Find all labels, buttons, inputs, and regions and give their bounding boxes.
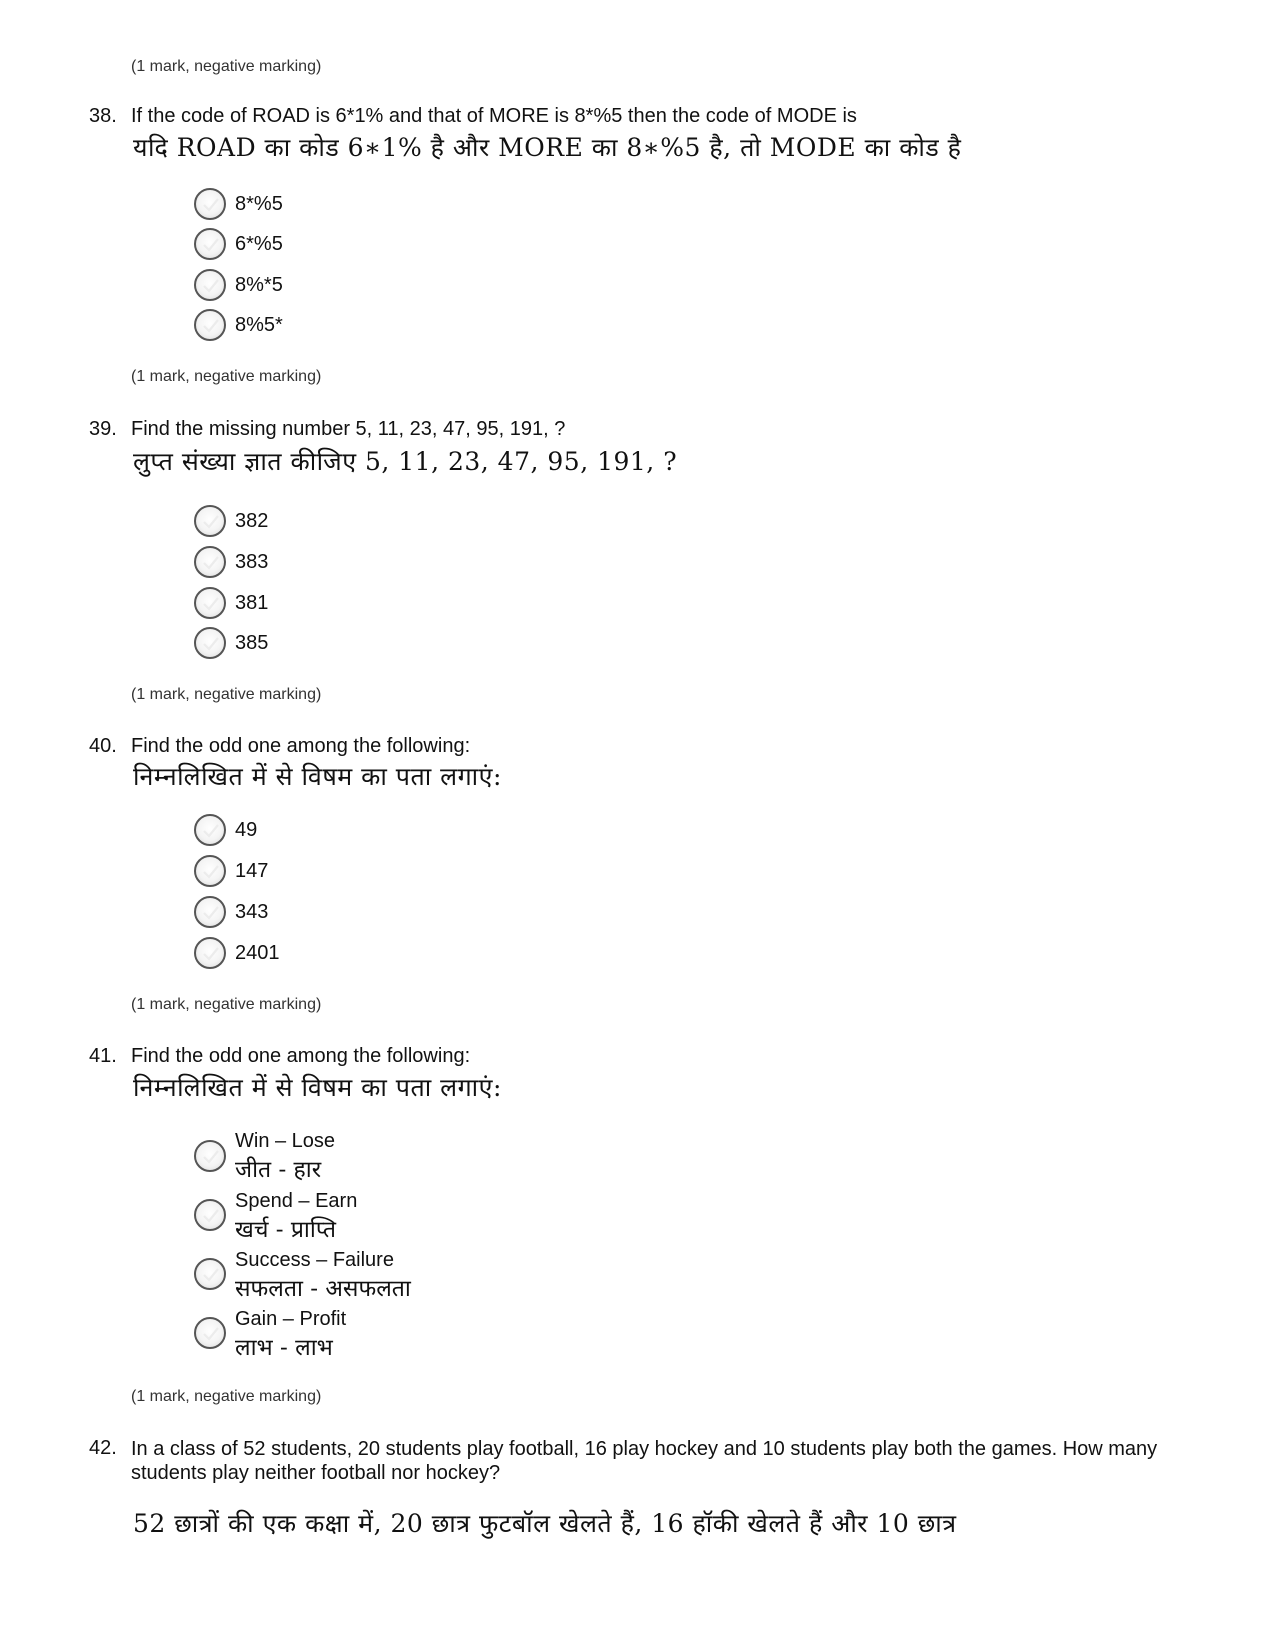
check-mark-icon — [202, 555, 220, 571]
option-label: 381 — [235, 592, 269, 614]
radio-button-icon[interactable] — [194, 814, 226, 846]
check-mark-icon — [202, 278, 220, 294]
radio-button-icon[interactable] — [194, 627, 226, 659]
radio-button-icon[interactable] — [194, 188, 226, 220]
check-mark-icon — [202, 864, 220, 880]
radio-button-icon[interactable] — [194, 505, 226, 537]
option-label: 2401 — [235, 942, 280, 964]
radio-button-icon[interactable] — [194, 1258, 226, 1290]
check-mark-icon — [202, 514, 220, 530]
mark-note: (1 mark, negative marking) — [131, 368, 322, 385]
check-mark-icon — [202, 946, 220, 962]
check-mark-icon — [202, 1326, 220, 1342]
option-label: 383 — [235, 551, 269, 573]
radio-button-icon[interactable] — [194, 587, 226, 619]
radio-button-icon[interactable] — [194, 937, 226, 969]
question-text-hindi: 52 छात्रों की एक कक्षा में, 20 छात्र फुटबॉल खेलते हैं, 16 हॉकी खेलते हैं और 10 छात्र — [133, 1509, 957, 1538]
radio-button-icon[interactable] — [194, 269, 226, 301]
radio-button-icon[interactable] — [194, 1199, 226, 1231]
question-text: In a class of 52 students, 20 students play football, 16 play hockey and 10 students play both the games. How many students play neither football nor hockey? — [131, 1438, 1158, 1484]
radio-button-icon[interactable] — [194, 228, 226, 260]
check-mark-icon — [202, 1149, 220, 1165]
radio-button-icon[interactable] — [194, 855, 226, 887]
question-text-hindi: निम्नलिखित में से विषम का पता लगाएं: — [133, 762, 502, 791]
option-label: Success – Failure — [235, 1249, 394, 1271]
question-text-hindi: यदि ROAD का कोड 6∗1% है और MORE का 8∗%5 है, तो MODE का कोड है — [133, 133, 962, 162]
check-mark-icon — [202, 596, 220, 612]
question-text-hindi: निम्नलिखित में से विषम का पता लगाएं: — [133, 1073, 502, 1102]
radio-button-icon[interactable] — [194, 1140, 226, 1172]
mark-note: (1 mark, negative marking) — [131, 996, 322, 1013]
check-mark-icon — [202, 905, 220, 921]
question-number: 40. — [89, 735, 117, 757]
radio-button-icon[interactable] — [194, 546, 226, 578]
radio-button-icon[interactable] — [194, 1317, 226, 1349]
option-label: 147 — [235, 860, 269, 882]
option-label: 49 — [235, 819, 258, 841]
option-label: Spend – Earn — [235, 1190, 358, 1212]
question-number: 38. — [89, 105, 117, 127]
mark-note: (1 mark, negative marking) — [131, 58, 322, 75]
mark-note: (1 mark, negative marking) — [131, 686, 322, 703]
question-text-hindi: लुप्त संख्या ज्ञात कीजिए 5, 11, 23, 47, 95, 191, ? — [133, 447, 678, 476]
radio-button-icon[interactable] — [194, 309, 226, 341]
option-label-hindi: जीत - हार — [235, 1157, 322, 1183]
option-label-hindi: लाभ - लाभ — [235, 1335, 333, 1361]
option-label: 6*%5 — [235, 233, 283, 255]
question-text: If the code of ROAD is 6*1% and that of MORE is 8*%5 then the code of MODE is — [131, 105, 857, 127]
option-label: 8*%5 — [235, 193, 283, 215]
question-text: Find the odd one among the following: — [131, 735, 471, 757]
option-label-hindi: सफलता - असफलता — [235, 1276, 411, 1302]
question-number: 41. — [89, 1045, 117, 1067]
option-label: 385 — [235, 632, 269, 654]
check-mark-icon — [202, 823, 220, 839]
question-text: Find the missing number 5, 11, 23, 47, 95, 191, ? — [131, 418, 566, 440]
check-mark-icon — [202, 1267, 220, 1283]
question-number: 39. — [89, 418, 117, 440]
check-mark-icon — [202, 237, 220, 253]
option-label-hindi: खर्च - प्राप्ति — [235, 1217, 337, 1243]
option-label: 8%*5 — [235, 274, 283, 296]
option-label: Win – Lose — [235, 1130, 336, 1152]
option-label: 382 — [235, 510, 269, 532]
check-mark-icon — [202, 318, 220, 334]
option-label: Gain – Profit — [235, 1308, 347, 1330]
option-label: 343 — [235, 901, 269, 923]
radio-button-icon[interactable] — [194, 896, 226, 928]
mark-note: (1 mark, negative marking) — [131, 1388, 322, 1405]
check-mark-icon — [202, 636, 220, 652]
question-text: Find the odd one among the following: — [131, 1045, 471, 1067]
check-mark-icon — [202, 197, 220, 213]
check-mark-icon — [202, 1208, 220, 1224]
question-number: 42. — [89, 1437, 117, 1459]
option-label: 8%5* — [235, 314, 283, 336]
